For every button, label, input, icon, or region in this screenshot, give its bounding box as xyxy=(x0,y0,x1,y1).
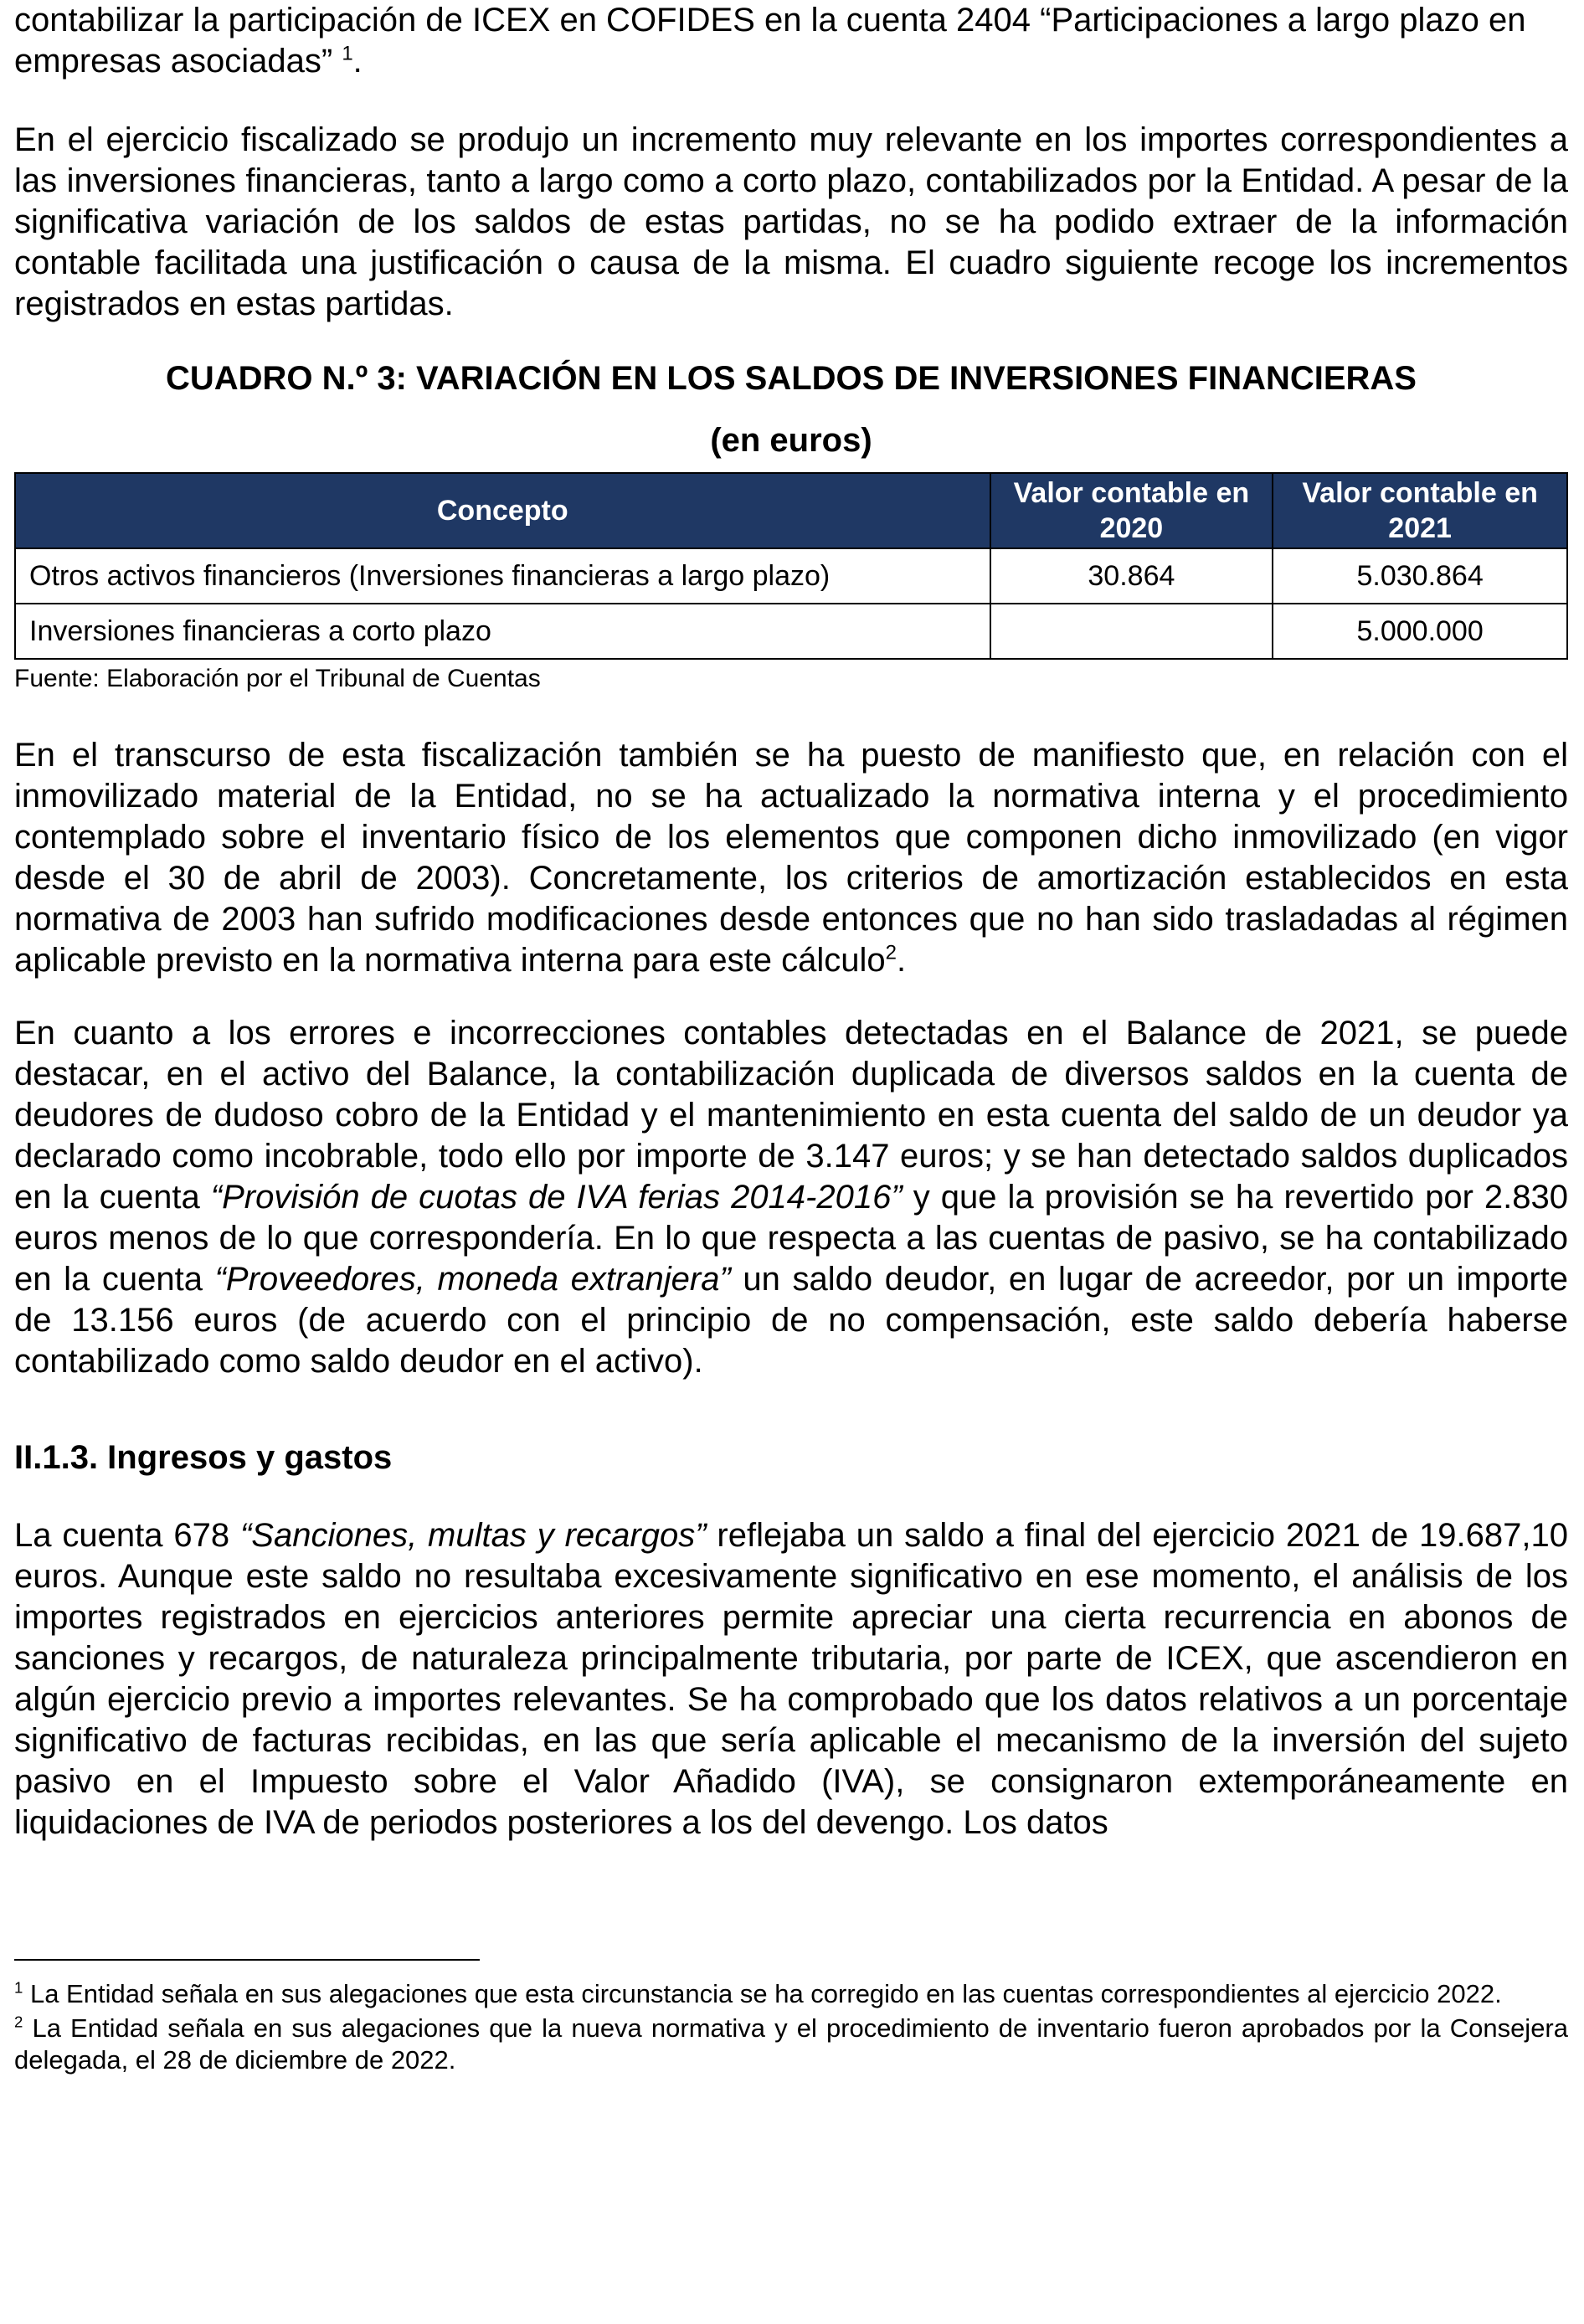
paragraph-intro-end: . xyxy=(352,43,363,80)
table-row xyxy=(15,604,1567,659)
footnote-ref-2[interactable]: 2 xyxy=(885,941,897,964)
errores-text-proveedores: “Proveedores, moneda extranjera” xyxy=(214,1261,731,1298)
errores-text-provision: “Provisión de cuotas de IVA ferias 2014-2016” xyxy=(210,1179,903,1216)
paragraph-ingresos xyxy=(14,1515,1568,1843)
errores-text-e: un saldo deudor, en lugar de acreedor, por un importe de 13.156 euros (de acuerdo con el principio de no compensación, este saldo debería haberse contabilizado como saldo deudor en el activo). xyxy=(14,1261,1568,1380)
paragraph-inmovilizado xyxy=(14,735,1568,981)
paragraph-inmovilizado-text: En el transcurso de esta fiscalización también se ha puesto de manifiesto que, en relación con el inmovilizado material de la Entidad, no se ha actualizado la normativa interna y el procedimiento contemplado sobre el inventario físico de los elementos que componen dicho inmovilizado (en vigor desde el 30 de abril de 2003). Concretamente, los criterios de amortización establecidos en esta normativa de 2003 han sufrido modificaciones desde entonces que no han sido trasladadas al régimen aplicable previsto en la normativa interna para este cálculo xyxy=(14,737,1568,979)
paragraph-intro xyxy=(14,0,1568,82)
paragraph-intro-text: contabilizar la participación de ICEX en COFIDES en la cuenta 2404 “Participaciones a largo plazo en empresas asociadas” xyxy=(14,2,1526,80)
header-concepto: Concepto xyxy=(15,473,990,548)
cell-2021: 5.000.000 xyxy=(1273,604,1567,659)
paragraph-inversiones: En el ejercicio fiscalizado se produjo un incremento muy relevante en los importes correspondientes a las inversiones financieras, tanto a largo como a corto plazo, contabilizados por la Entidad. A pesar de la significativa variación de los saldos de estas partidas, no se ha podido extraer de la información contable facilitada una justificación o causa de la misma. El cuadro siguiente recoge los incrementos registrados en estas partidas. xyxy=(14,121,1568,322)
inversiones-table xyxy=(14,472,1568,660)
cell-2021: 5.030.864 xyxy=(1273,548,1567,604)
errores-text-c: y que la provisión se ha revertido por 2.830 euros menos de lo que correspondería. En lo que respecta a las cuentas de pasivo, se ha contabilizado en la cuenta xyxy=(14,1179,1568,1298)
paragraph-inmovilizado-end: . xyxy=(896,942,907,979)
errores-text-a: En cuanto a los errores e incorrecciones contables detectadas en el Balance de 2021, se puede destacar, en el activo del Balance, la contabilización duplicada de diversos saldos en la cuenta de deudores de dudoso cobro de la Entidad y el mantenimiento en esta cuenta del saldo de un deudor ya declarado como incobrable, todo ello por importe de 3.147 euros; y se han detectado saldos duplicados en la cuenta xyxy=(14,1015,1568,1216)
footnote-num-1: 1 xyxy=(14,1978,23,1997)
header-valor-2020: Valor contable en 2020 xyxy=(990,473,1273,548)
table-header-row xyxy=(15,473,1567,548)
cell-concepto: Otros activos financieros (Inversiones financieras a largo plazo) xyxy=(15,548,990,604)
cell-2020: 30.864 xyxy=(990,548,1273,604)
header-valor-2021: Valor contable en 2021 xyxy=(1273,473,1567,548)
paragraph-errores xyxy=(14,1013,1568,1382)
footnote-2 xyxy=(14,2013,1568,2076)
footnote-text-2: La Entidad señala en sus alegaciones que la nueva normativa y el procedimiento de inventario fueron aprobados por la Consejera delegada, el 28 de diciembre de 2022. xyxy=(14,2013,1568,2075)
footnote-num-2: 2 xyxy=(14,2013,23,2031)
ingresos-text-c: reflejaba un saldo a final del ejercicio 2021 de 19.687,10 euros. Aunque este saldo no resultaba excesivamente significativo en ese momento, el análisis de los importes registrados en ejercicios anteriores permite apreciar una cierta recurrencia en abonos de sanciones y recargos, de naturaleza principalmente tributaria, por parte de ICEX, que ascendieron en algún ejercicio previo a importes relevantes. Se ha comprobado que los datos relativos a un porcentaje significativo de facturas recibidas, en las que sería aplicable el mecanismo de la inversión del sujeto pasivo en el Impuesto sobre el Valor Añadido (IVA), se consignaron extemporáneamente en liquidaciones de IVA de periodos posteriores a los del devengo. Los datos xyxy=(14,1517,1568,1841)
ingresos-text-a: La cuenta 678 xyxy=(14,1517,240,1554)
footnote-ref-1[interactable]: 1 xyxy=(342,42,353,65)
section-heading: II.1.3. Ingresos y gastos xyxy=(14,1439,393,1476)
footnotes xyxy=(14,1978,1568,2076)
footnote-separator xyxy=(14,1959,480,1961)
cell-concepto: Inversiones financieras a corto plazo xyxy=(15,604,990,659)
cell-2020 xyxy=(990,604,1273,659)
footnote-1 xyxy=(14,1978,1568,2010)
table-row xyxy=(15,548,1567,604)
ingresos-text-sanciones: “Sanciones, multas y recargos” xyxy=(239,1517,707,1554)
table-subtitle: (en euros) xyxy=(710,422,872,459)
footnote-text-1: La Entidad señala en sus alegaciones que esta circunstancia se ha corregido en las cuentas correspondientes al ejercicio 2022. xyxy=(23,1979,1502,2008)
table-title: CUADRO N.º 3: VARIACIÓN EN LOS SALDOS DE INVERSIONES FINANCIERAS xyxy=(165,360,1417,397)
table-source: Fuente: Elaboración por el Tribunal de Cuentas xyxy=(14,665,541,692)
table-container xyxy=(14,472,1568,693)
